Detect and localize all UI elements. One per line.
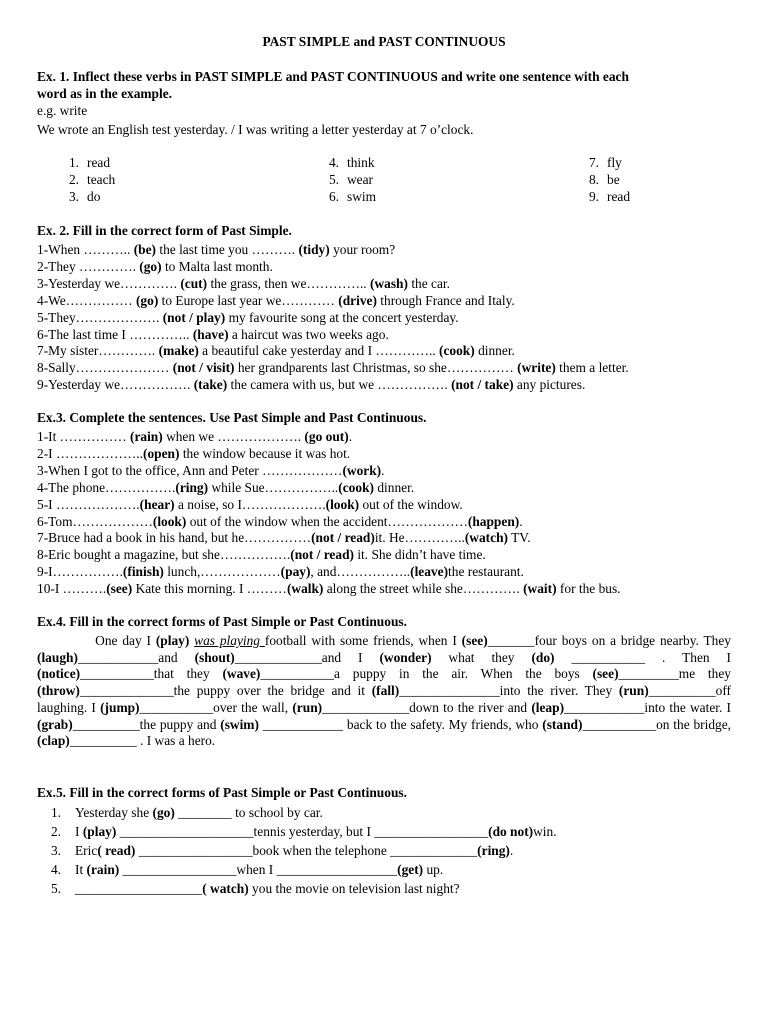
ex2-sentence xyxy=(37,241,395,258)
ex1-verb-item xyxy=(315,154,375,171)
sentence-text: 7-My sister…………. xyxy=(37,343,159,359)
verb-cue: (wave) xyxy=(222,666,261,682)
sentence-text: . xyxy=(509,843,514,858)
sentence-text: my favourite song at the concert yesterday. xyxy=(225,309,459,325)
verb-cue: (shout) xyxy=(194,649,235,665)
verb-cue: (go) xyxy=(152,805,175,820)
story-text: ____________into the water. I xyxy=(564,699,731,715)
verb-cue: (finish) xyxy=(122,564,164,580)
ex3-sentence xyxy=(37,513,523,530)
sentence-text: Yesterday she xyxy=(75,805,153,820)
verb-cue: (play) xyxy=(155,633,190,648)
verb-cue: (leap) xyxy=(531,699,565,715)
verb-cue: (laugh) xyxy=(37,649,78,665)
sentence-text: the restaurant. xyxy=(448,564,524,580)
verb-cue: (cook) xyxy=(338,479,374,495)
verb-cue: (wash) xyxy=(370,275,408,291)
story-text: football with some friends, when I xyxy=(264,633,462,648)
verb-cue: (do) xyxy=(531,649,555,665)
sentence-text: win. xyxy=(533,824,557,839)
sentence-text: your room? xyxy=(329,242,396,257)
sentence-text: 2-I ……………….. xyxy=(37,445,144,461)
verb-cue: (swim) xyxy=(220,716,259,732)
verb-cue: (tidy) xyxy=(298,242,330,257)
ex1-heading-line1: Ex. 1. Inflect these verbs in PAST SIMPLE and PAST CONTINUOUS and write one sentence with each xyxy=(37,69,629,84)
sentence-text: 8-Sally………………… xyxy=(37,360,173,376)
sentence-text: along the street while she…………. xyxy=(323,581,524,597)
sentence-text: 1-When ……….. xyxy=(37,242,134,257)
sentence-text: 9-Yesterday we……………. xyxy=(37,377,194,393)
verb-label: read xyxy=(87,155,111,170)
sentence-text: it. He………….. xyxy=(374,530,465,546)
ex5-item xyxy=(37,842,513,859)
verb-cue: (happen) xyxy=(467,513,520,529)
story-text: ___________on the bridge, xyxy=(582,716,732,732)
verb-label: think xyxy=(347,155,375,170)
verb-cue: (cut) xyxy=(180,275,208,291)
story-text: ___________a puppy in the air. When the boys xyxy=(260,666,593,682)
story-text: __________ . I was a hero. xyxy=(69,733,216,749)
sentence-text: . xyxy=(519,513,523,529)
ex1-verb-item xyxy=(575,171,620,188)
verb-cue: (not / read) xyxy=(311,530,375,546)
verb-cue: (wait) xyxy=(523,581,557,597)
verb-cue: (do not) xyxy=(488,824,534,839)
ex1-verb-item xyxy=(315,171,373,188)
verb-label: swim xyxy=(347,189,377,204)
page-title: PAST SIMPLE and PAST CONTINUOUS xyxy=(262,34,506,49)
story-text: _____________down to the river and xyxy=(322,699,532,715)
verb-cue: (wonder) xyxy=(379,649,432,665)
sentence-text: 4-The phone……………. xyxy=(37,479,176,495)
sentence-text: out of the window when the accident……………… xyxy=(186,513,468,529)
ex2-sentence xyxy=(37,359,629,376)
verb-label: wear xyxy=(347,172,374,187)
verb-cue: (cook) xyxy=(439,343,475,359)
sentence-text: the grass, then we………….. xyxy=(207,275,371,291)
list-number: 6. xyxy=(328,189,339,204)
ex3-sentence xyxy=(37,496,463,513)
ex2-heading: Ex. 2. Fill in the correct form of Past Simple. xyxy=(37,223,292,238)
verb-cue: (have) xyxy=(192,326,229,342)
sentence-text: out of the window. xyxy=(359,496,463,512)
story-text: ____________and xyxy=(77,649,195,665)
verb-cue: (see) xyxy=(106,581,133,597)
sentence-text: _________________when I __________________ xyxy=(119,862,398,877)
ex4-story-paragraph xyxy=(37,633,731,750)
sentence-text: 2-They …………. xyxy=(37,258,140,274)
verb-cue: (go out) xyxy=(304,429,349,444)
sentence-text: lunch,……………… xyxy=(163,564,281,580)
list-number: 8. xyxy=(588,172,599,187)
sentence-text: . xyxy=(348,429,353,444)
sentence-text: a beautiful cake yesterday and I ………….. xyxy=(198,343,440,359)
ex1-verb-item xyxy=(575,188,630,205)
list-number: 4. xyxy=(328,155,339,170)
verb-cue: (look) xyxy=(325,496,360,512)
list-number: 2. xyxy=(50,824,61,839)
sentence-text: 6-Tom……………… xyxy=(37,513,153,529)
verb-cue: (see) xyxy=(461,633,488,648)
verb-cue: (not / play) xyxy=(162,309,226,325)
ex2-sentence xyxy=(37,258,273,275)
verb-cue: (drive) xyxy=(338,292,377,308)
verb-cue: (not / take) xyxy=(451,377,514,393)
ex2-sentence xyxy=(37,309,459,326)
sentence-text: to Europe last year we………… xyxy=(158,292,339,308)
verb-cue: (make) xyxy=(158,343,199,359)
sentence-text: 8-Eric bought a magazine, but she……………. xyxy=(37,547,291,563)
verb-cue: (stand) xyxy=(542,716,583,732)
ex1-heading-line2: word as in the example. xyxy=(37,86,173,101)
sentence-text: for the bus. xyxy=(556,581,621,597)
verb-cue: (look) xyxy=(152,513,187,529)
sentence-text: It xyxy=(75,862,87,877)
sentence-text: _________________book when the telephone _____________ xyxy=(135,843,478,858)
verb-cue: (throw) xyxy=(37,683,80,699)
verb-cue: (clap) xyxy=(37,733,70,749)
sentence-text: ________ to school by car. xyxy=(174,805,323,820)
verb-cue: (notice) xyxy=(37,666,81,682)
list-number: 5. xyxy=(328,172,339,187)
story-text: One day I xyxy=(37,633,156,648)
story-text: ___________over the wall, xyxy=(139,699,293,715)
ex3-sentence xyxy=(37,580,621,597)
sentence-text: 1-It …………… xyxy=(37,429,130,444)
ex1-verb-item xyxy=(315,188,376,205)
ex1-verb-item xyxy=(55,154,110,171)
story-text: ___________ . Then I xyxy=(554,649,731,665)
verb-label: do xyxy=(87,189,101,204)
verb-cue: (work) xyxy=(342,462,382,478)
sentence-text: 10-I ………. xyxy=(37,581,107,597)
list-number: 1. xyxy=(50,805,61,820)
verb-label: teach xyxy=(87,172,116,187)
verb-cue: ( watch) xyxy=(202,881,249,896)
sentence-text: I xyxy=(75,824,83,839)
verb-cue: (grab) xyxy=(37,716,73,732)
sentence-text: 7-Bruce had a book in his hand, but he…………… xyxy=(37,530,312,546)
verb-cue: (see) xyxy=(592,666,619,682)
verb-cue: (not / read) xyxy=(290,547,354,563)
verb-cue: (jump) xyxy=(100,699,140,715)
sentence-text: dinner. xyxy=(474,343,515,359)
ex3-sentence xyxy=(37,563,524,580)
sentence-text: her grandparents last Christmas, so she…………… xyxy=(234,360,518,376)
verb-cue: (leave) xyxy=(410,564,449,580)
ex1-verb-item xyxy=(575,154,622,171)
sentence-text: 3-When I got to the office, Ann and Peter ……………… xyxy=(37,462,343,478)
verb-cue: (ring) xyxy=(175,479,209,495)
verb-cue: (go) xyxy=(135,292,159,308)
sentence-text: while Sue…………….. xyxy=(208,479,339,495)
verb-cue: ( read) xyxy=(97,843,136,858)
sentence-text: the car. xyxy=(407,275,450,291)
sentence-text: Kate this morning. I ……… xyxy=(132,581,287,597)
ex3-sentence xyxy=(37,529,531,546)
list-number: 7. xyxy=(588,155,599,170)
verb-cue: (write) xyxy=(517,360,556,376)
ex2-sentence xyxy=(37,292,515,309)
sentence-text: 6-The last time I ………….. xyxy=(37,326,193,342)
sentence-text: a haircut was two weeks ago. xyxy=(228,326,389,342)
sentence-text: ____________________tennis yesterday, but I _________________ xyxy=(116,824,489,839)
list-number: 4. xyxy=(50,862,61,877)
ex3-heading: Ex.3. Complete the sentences. Use Past Simple and Past Continuous. xyxy=(37,410,427,425)
verb-cue: (fall) xyxy=(371,683,400,699)
verb-cue: (run) xyxy=(292,699,323,715)
verb-cue: (ring) xyxy=(477,843,510,858)
story-text: __________off laughing. I xyxy=(37,683,731,715)
verb-cue: (open) xyxy=(143,445,180,461)
sentence-text: ___________________ xyxy=(75,881,203,896)
ex1-example-label: e.g. write xyxy=(37,103,88,118)
ex3-sentence xyxy=(37,428,352,445)
sentence-text: you the movie on television last night? xyxy=(248,881,460,896)
verb-cue: (go) xyxy=(139,258,162,274)
story-text: __________the puppy and xyxy=(72,716,221,732)
list-number: 3. xyxy=(50,843,61,858)
sentence-text: the last time you ………. xyxy=(156,242,299,257)
verb-cue: (be) xyxy=(133,242,157,257)
verb-cue: (not / visit) xyxy=(172,360,235,376)
sentence-text: to Malta last month. xyxy=(161,258,273,274)
ex3-sentence xyxy=(37,546,486,563)
sentence-text: 5-I ………………. xyxy=(37,496,140,512)
sentence-text: 9-I……………. xyxy=(37,564,123,580)
sentence-text: a noise, so I………………. xyxy=(174,496,326,512)
story-text: ___________that they xyxy=(80,666,223,682)
ex5-heading: Ex.5. Fill in the correct forms of Past Simple or Past Continuous. xyxy=(37,785,407,800)
list-number: 2. xyxy=(68,172,79,187)
list-number: 3. xyxy=(68,189,79,204)
verb-cue: (take) xyxy=(193,377,228,393)
verb-label: fly xyxy=(607,155,622,170)
verb-label: be xyxy=(607,172,620,187)
story-text: _______________into the river. They xyxy=(399,683,619,699)
ex1-verb-item xyxy=(55,188,100,205)
sentence-text: 3-Yesterday we…………. xyxy=(37,275,181,291)
sentence-text: when we ………………. xyxy=(162,429,305,444)
ex2-sentence xyxy=(37,342,515,359)
verb-cue: (run) xyxy=(618,683,649,699)
story-text: _____________and I xyxy=(234,649,380,665)
ex1-example-sentence: We wrote an English test yesterday. / I was writing a letter yesterday at 7 o’clock. xyxy=(37,122,474,137)
list-number: 9. xyxy=(588,189,599,204)
sentence-text: TV. xyxy=(507,530,531,546)
ex4-heading: Ex.4. Fill in the correct forms of Past Simple or Past Continuous. xyxy=(37,614,407,629)
sentence-text: any pictures. xyxy=(513,377,586,393)
list-number: 5. xyxy=(50,881,61,896)
verb-cue: (hear) xyxy=(139,496,175,512)
sentence-text: the camera with us, but we ……………. xyxy=(227,377,452,393)
sentence-text: , and…………….. xyxy=(310,564,411,580)
verb-cue: (rain) xyxy=(86,862,120,877)
example-answer: was playing xyxy=(194,633,265,648)
ex2-sentence xyxy=(37,376,585,393)
sentence-text: 4-We…………… xyxy=(37,292,136,308)
sentence-text: them a letter. xyxy=(555,360,629,376)
sentence-text: Eric xyxy=(75,843,98,858)
ex5-item xyxy=(37,823,557,840)
story-text: _______four boys on a bridge nearby. They xyxy=(487,633,731,648)
verb-cue: (play) xyxy=(82,824,117,839)
ex5-item xyxy=(37,861,443,878)
ex2-sentence xyxy=(37,326,389,343)
ex2-sentence xyxy=(37,275,450,292)
ex3-sentence xyxy=(37,479,414,496)
story-text: what they xyxy=(431,649,532,665)
sentence-text: up. xyxy=(423,862,444,877)
list-number: 1. xyxy=(68,155,79,170)
sentence-text: 5-They………………. xyxy=(37,309,163,325)
verb-cue: (pay) xyxy=(280,564,311,580)
story-text: ____________ back to the safety. My friends, who xyxy=(258,716,543,732)
ex5-item xyxy=(37,880,460,897)
ex3-sentence xyxy=(37,462,385,479)
sentence-text: the window because it was hot. xyxy=(179,445,351,461)
verb-label: read xyxy=(607,189,631,204)
story-text: ______________the puppy over the bridge and it xyxy=(79,683,372,699)
ex5-item xyxy=(37,804,323,821)
sentence-text: . xyxy=(381,462,385,478)
verb-cue: (rain) xyxy=(129,429,163,444)
verb-cue: (watch) xyxy=(464,530,508,546)
verb-cue: (get) xyxy=(397,862,424,877)
ex3-sentence xyxy=(37,445,350,462)
sentence-text: through France and Italy. xyxy=(376,292,515,308)
sentence-text: dinner. xyxy=(373,479,415,495)
verb-cue: (walk) xyxy=(286,581,324,597)
story-text: _________me they xyxy=(618,666,731,682)
ex1-heading xyxy=(37,68,737,102)
ex1-verb-item xyxy=(55,171,115,188)
sentence-text: it. She didn’t have time. xyxy=(353,547,486,563)
